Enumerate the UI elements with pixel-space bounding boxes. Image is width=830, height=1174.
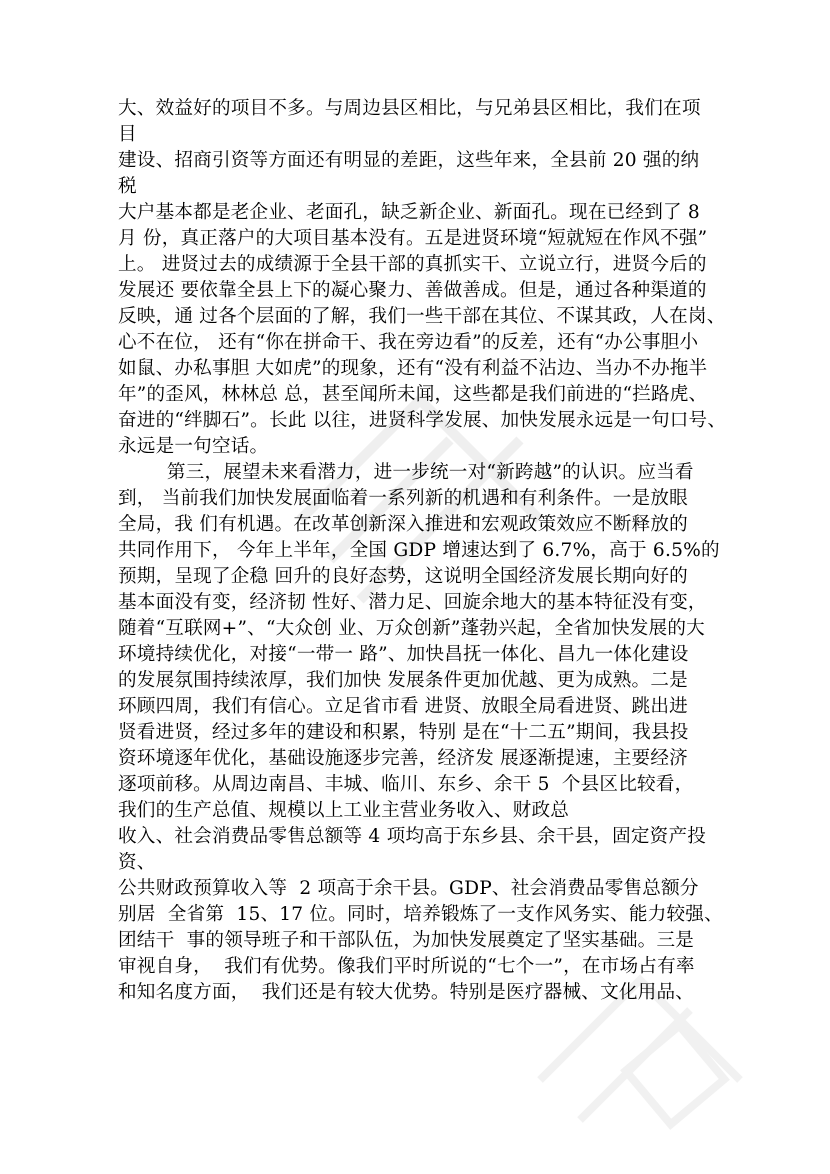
text-line: 到， 当前我们加快发展面临着一系列新的机遇和有利条件。一是放眼 <box>118 488 688 509</box>
text-line: 反映，通 过各个层面的了解，我们一些干部在其位、不谋其政，人在岗、 <box>118 306 726 327</box>
text-line: 公共财政预算收入等 2 项高于余干县。GDP、社会消费品零售总额分 <box>118 878 699 899</box>
text-line: 上。 进贤过去的成绩源于全县干部的真抓实干、立说立行，进贤今后的 <box>118 254 707 275</box>
text-line: 永远是一句空话。 <box>118 436 269 457</box>
body-text <box>118 96 738 1006</box>
text-line: 我们的生产总值、规模以上工业主营业务收入、财政总 <box>118 800 570 821</box>
text-line: 共同作用下， 今年上半年，全国 GDP 增速达到了 6.7%，高于 6.5%的 <box>118 540 720 561</box>
text-line: 审视自身， 我们有优势。像我们平时所说的“七个一”，在市场占有率 <box>118 956 695 977</box>
text-line: 和知名度方面， 我们还是有较大优势。特别是医疗器械、文化用品、 <box>118 982 695 1003</box>
text-line: 预期，呈现了企稳 回升的良好态势，这说明全国经济发展长期向好的 <box>118 566 688 587</box>
text-line: 基本面没有变，经济韧 性好、潜力足、回旋余地大的基本特征没有变， <box>118 592 707 613</box>
text-line: 的发展氛围持续浓厚，我们加快 发展条件更加优越、更为成熟。二是 <box>118 670 688 691</box>
text-line: 奋进的“绊脚石”。长此 以往，进贤科学发展、加快发展永远是一句口号、 <box>118 410 727 431</box>
text-line: 月 份，真正落户的大项目基本没有。五是进贤环境“短就短在作风不强” <box>118 228 708 249</box>
text-line: 资环境逐年优化，基础设施逐步完善，经济发 展逐渐提速，主要经济 <box>118 748 688 769</box>
text-line: 目 <box>118 124 137 145</box>
text-line: 年”的歪风，林林总 总，甚至闻所未闻，这些都是我们前进的“拦路虎、 <box>118 384 708 405</box>
text-line: 心不在位， 还有“你在拼命干、我在旁边看”的反差，还有“办公事胆小 <box>118 332 699 353</box>
text-line: 大、效益好的项目不多。与周边县区相比，与兄弟县区相比，我们在项 <box>118 98 701 119</box>
text-line: 团结干 事的领导班子和干部队伍，为加快发展奠定了坚实基础。三是 <box>118 930 695 951</box>
text-line: 全局，我 们有机遇。在改革创新深入推进和宏观政策效应不断释放的 <box>118 514 688 535</box>
text-line: 资、 <box>118 852 156 873</box>
text-line: 环顾四周，我们有信心。立足省市看 进贤、放眼全局看进贤、跳出进 <box>118 696 688 717</box>
text-line: 发展还 要依靠全县上下的凝心聚力、善做善成。但是，通过各种渠道的 <box>118 280 707 301</box>
text-line: 建设、招商引资等方面还有明显的差距，这些年来，全县前 20 强的纳 <box>118 150 700 171</box>
text-line: 环境持续优化，对接“一带一 路”、加快昌抚一体化、昌九一体化建设 <box>118 644 689 665</box>
text-line: 收入、社会消费品零售总额等 4 项均高于东乡县、余干县，固定资产投 <box>118 826 707 847</box>
text-line: 第三，展望未来看潜力，进一步统一对“新跨越”的认识。应当看 <box>118 462 694 483</box>
text-line: 大户基本都是老企业、老面孔，缺乏新企业、新面孔。现在已经到了 8 <box>118 202 700 223</box>
text-line: 随着“互联网+”、“大众创 业、万众创新”蓬勃兴起，全省加快发展的大 <box>118 618 705 639</box>
text-line: 逐项前移。从周边南昌、丰城、临川、东乡、余干 5 个县区比较看， <box>118 774 694 795</box>
text-line: 贤看进贤，经过多年的建设和积累，特别 是在“十二五”期间，我县投 <box>118 722 689 743</box>
text-line: 如鼠、办私事胆 大如虎”的现象，还有“没有利益不沾边、当办不办拖半 <box>118 358 708 379</box>
text-line: 税 <box>118 176 137 197</box>
text-line: 别居 全省第 15、17 位。同时，培养锻炼了一支作风务实、能力较强、 <box>118 904 723 925</box>
